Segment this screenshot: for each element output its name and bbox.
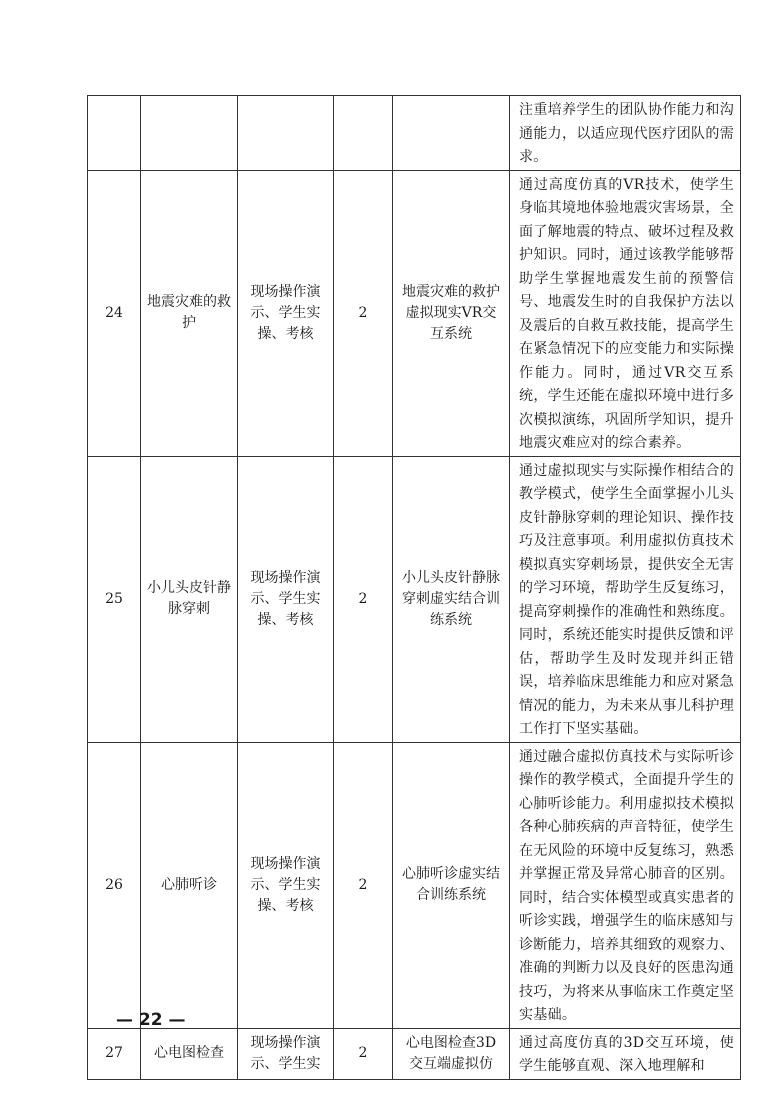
description: 通过高度仿真的VR技术，使学生身临其境地体验地震灾害场景，全面了解地震的特点、破坏过程及救护知识。同时，通过该教学能够帮助学生掌握地震发生前的预警信号、地震发生时的自我保护方法以及震后的自救互救技能，提高学生在紧急情况下的应变能力和实际操作能力。同时，通过VR交互系统，学生还能在虚拟环境中进行多次模拟演练，巩固所学知识，提升地震灾难应对的综合素养。 bbox=[510, 170, 741, 456]
table-row bbox=[88, 456, 741, 742]
table-row bbox=[88, 96, 741, 171]
row-number bbox=[88, 96, 141, 171]
training-system: 心电图检查3D交互端虚拟仿 bbox=[393, 1028, 510, 1079]
description: 通过高度仿真的3D交互环境，使学生能够直观、深入地理解和 bbox=[510, 1028, 741, 1079]
description: 通过融合虚拟仿真技术与实际听诊操作的教学模式，全面提升学生的心肺听诊能力。利用虚拟技术模拟各种心肺疾病的声音特征，使学生在无风险的环境中反复练习，熟悉并掌握正常及异常心肺音的区别。同时，结合实体模型或真实患者的听诊实践，增强学生的临床感知与诊断能力，培养其细致的观察力、准确的判断力以及良好的医患沟通技巧，为将来从事临床工作奠定坚实基础。 bbox=[510, 742, 741, 1028]
row-number: 24 bbox=[88, 170, 141, 456]
teaching-method: 现场操作演示、学生实 bbox=[238, 1028, 334, 1079]
training-system: 地震灾难的救护虚拟现实VR交互系统 bbox=[393, 170, 510, 456]
teaching-method bbox=[238, 96, 334, 171]
page-number: — 22 — bbox=[116, 1010, 186, 1030]
table-row bbox=[88, 170, 741, 456]
experiment-name: 心肺听诊 bbox=[141, 742, 238, 1028]
table-row bbox=[88, 742, 741, 1028]
class-hours: 2 bbox=[334, 170, 393, 456]
class-hours: 2 bbox=[334, 456, 393, 742]
row-number: 26 bbox=[88, 742, 141, 1028]
class-hours bbox=[334, 96, 393, 171]
class-hours: 2 bbox=[334, 742, 393, 1028]
experiment-name: 心电图检查 bbox=[141, 1028, 238, 1079]
training-system: 小儿头皮针静脉穿刺虚实结合训练系统 bbox=[393, 456, 510, 742]
row-number: 27 bbox=[88, 1028, 141, 1079]
teaching-method: 现场操作演示、学生实操、考核 bbox=[238, 170, 334, 456]
training-system bbox=[393, 96, 510, 171]
description: 通过虚拟现实与实际操作相结合的教学模式，使学生全面掌握小儿头皮针静脉穿刺的理论知识、操作技巧及注意事项。利用虚拟仿真技术模拟真实穿刺场景，提供安全无害的学习环境，帮助学生反复练习，提高穿刺操作的准确性和熟练度。同时，系统还能实时提供反馈和评估，帮助学生及时发现并纠正错误，培养临床思维能力和应对紧急情况的能力，为未来从事儿科护理工作打下坚实基础。 bbox=[510, 456, 741, 742]
training-system: 心肺听诊虚实结合训练系统 bbox=[393, 742, 510, 1028]
teaching-method: 现场操作演示、学生实操、考核 bbox=[238, 742, 334, 1028]
description: 注重培养学生的团队协作能力和沟通能力，以适应现代医疗团队的需求。 bbox=[510, 96, 741, 171]
teaching-method: 现场操作演示、学生实操、考核 bbox=[238, 456, 334, 742]
experiment-name: 小儿头皮针静脉穿刺 bbox=[141, 456, 238, 742]
experiment-name: 地震灾难的救护 bbox=[141, 170, 238, 456]
class-hours: 2 bbox=[334, 1028, 393, 1079]
row-number: 25 bbox=[88, 456, 141, 742]
course-table bbox=[87, 95, 741, 1080]
experiment-name bbox=[141, 96, 238, 171]
table-row bbox=[88, 1028, 741, 1079]
